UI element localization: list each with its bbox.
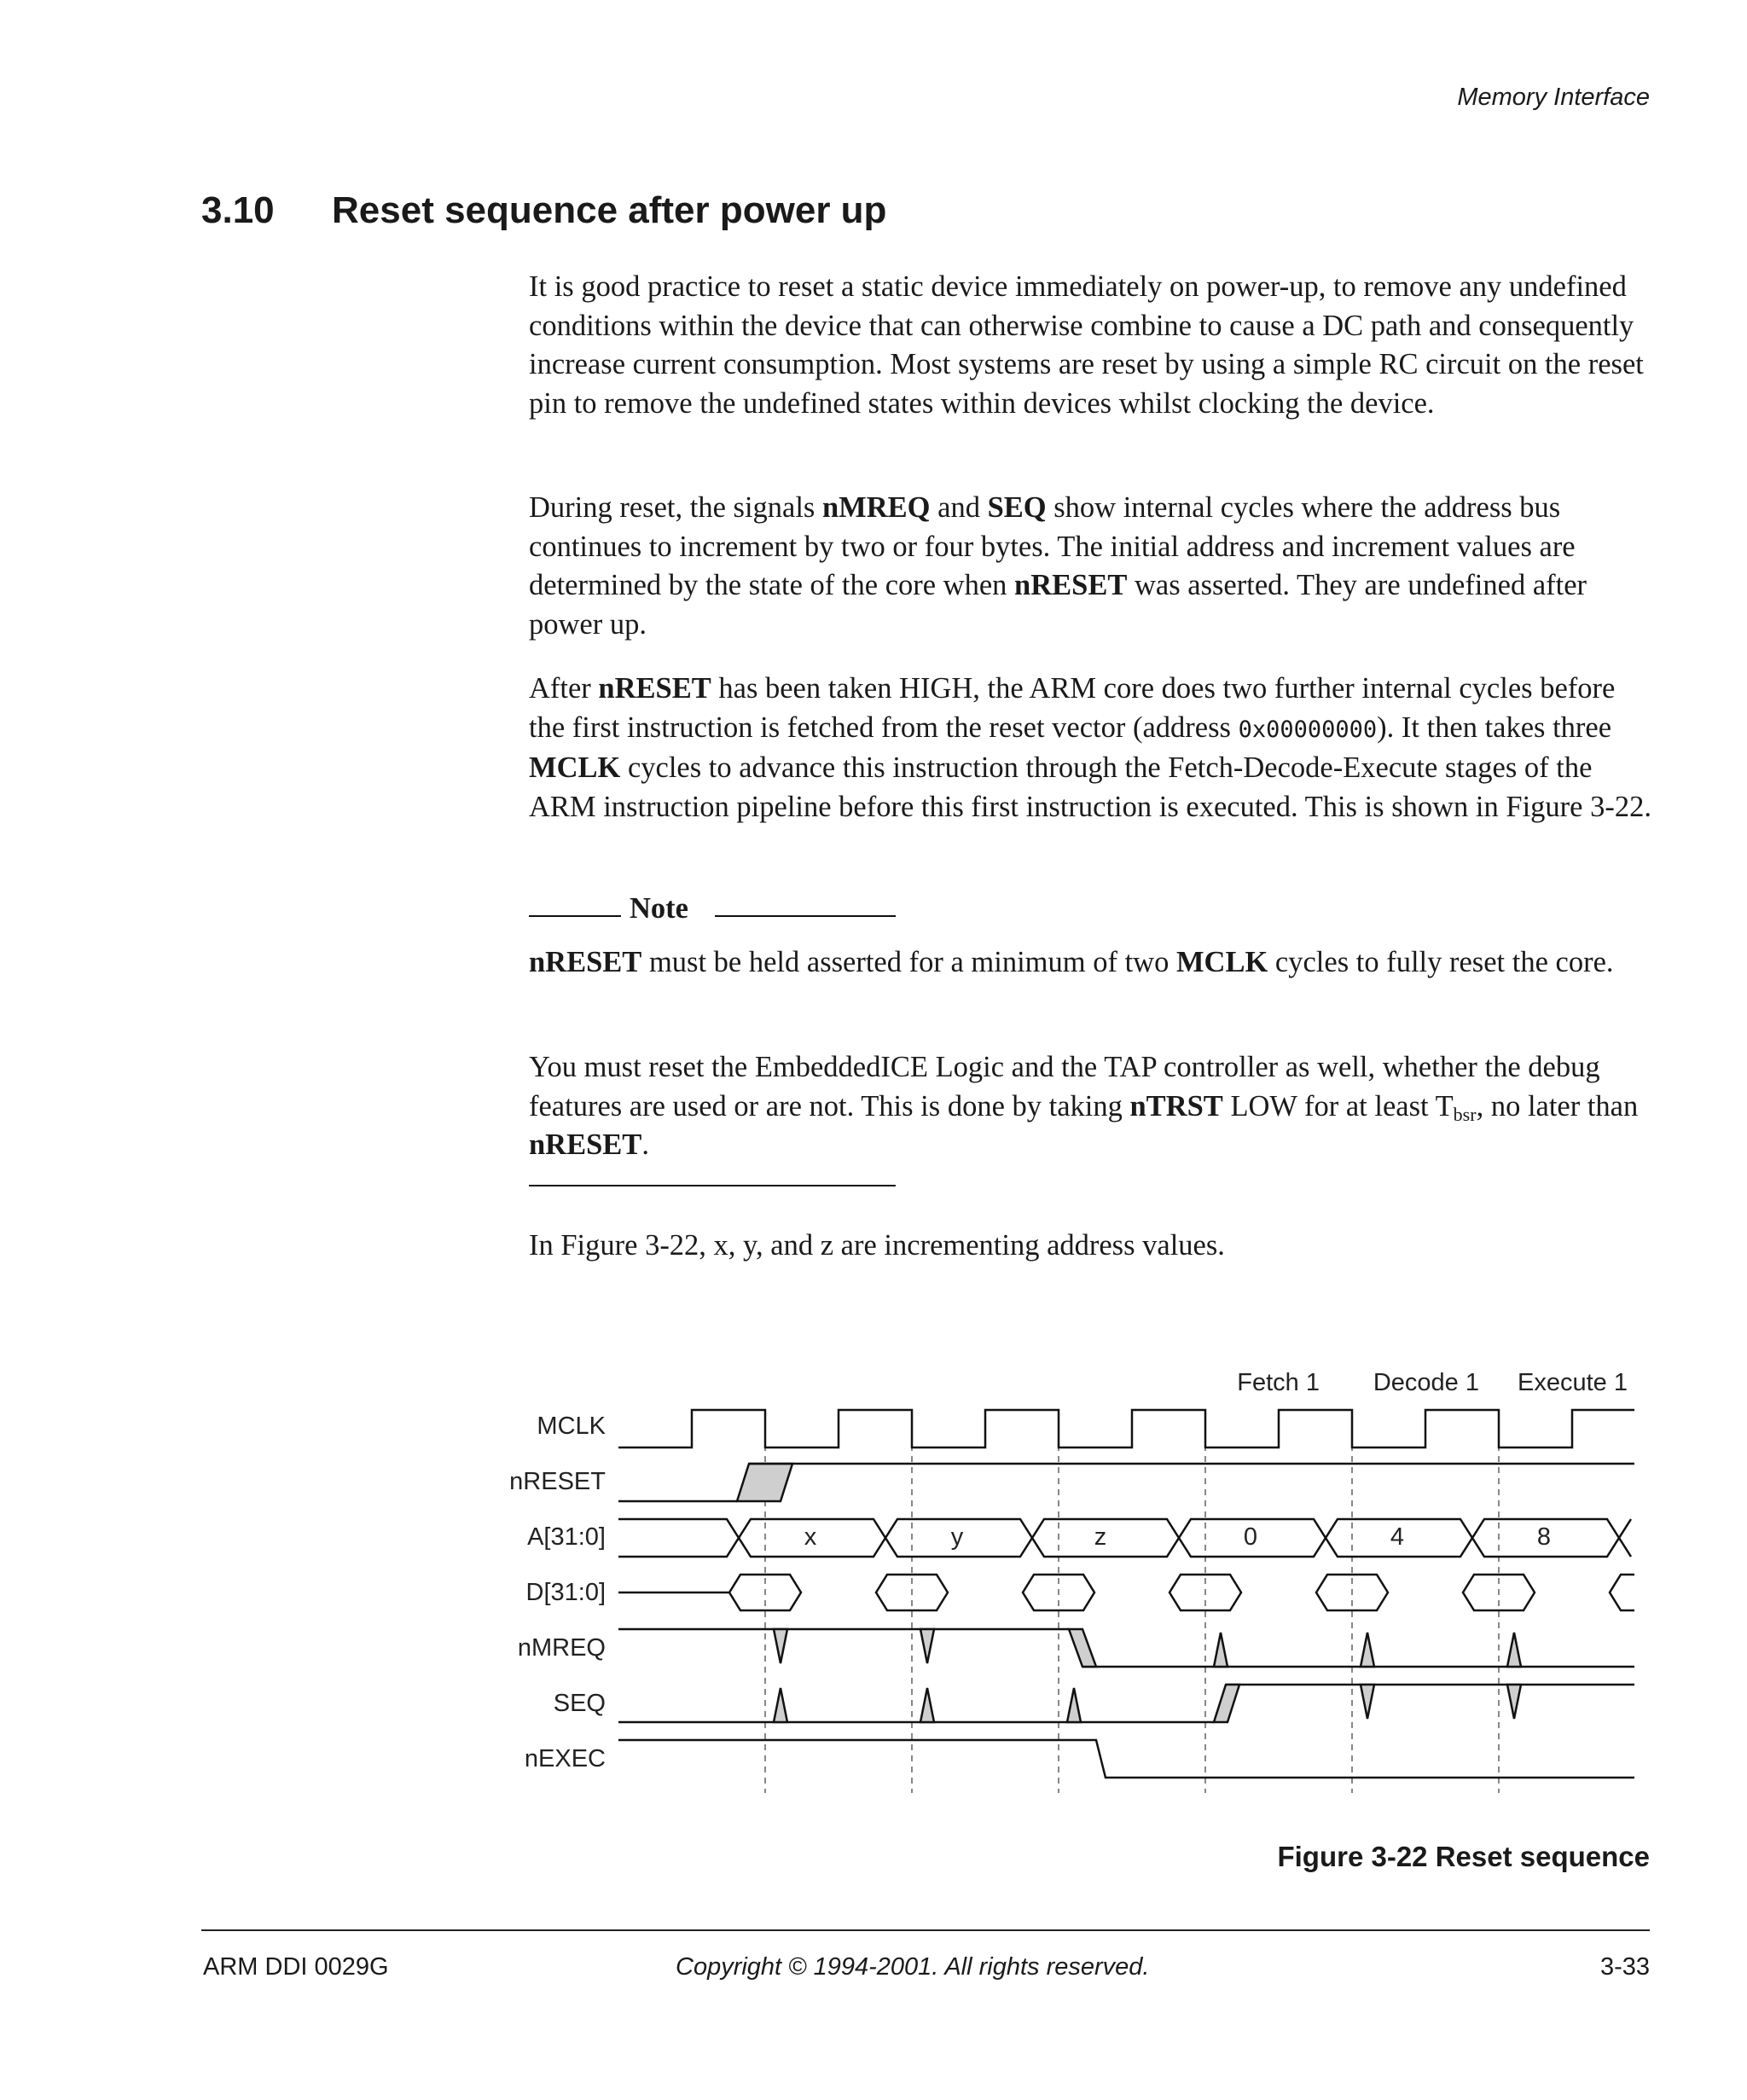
paragraph-power-up-reset [529, 268, 1655, 423]
seq-glitch [1067, 1688, 1081, 1722]
seq-glitch [774, 1688, 787, 1722]
address-value: z [1094, 1523, 1107, 1551]
seq-transition [1214, 1685, 1239, 1722]
paragraph-reset-signals [529, 489, 1655, 644]
address-value: x [804, 1523, 817, 1551]
text-run: LOW for at least T [1222, 1089, 1454, 1123]
signal-label-nreset: nRESET [509, 1468, 606, 1495]
timing-diagram [478, 1348, 1655, 1800]
address-bus-bottom [618, 1538, 1631, 1557]
address-value: 8 [1536, 1523, 1552, 1551]
seq-glitch [1507, 1685, 1521, 1719]
signal-name: nTRST [1129, 1089, 1223, 1123]
text-run: , no later than [1476, 1089, 1639, 1123]
address-bus-top [618, 1519, 1631, 1538]
text-run: was asserted. They are undefined after power up. [529, 569, 1587, 641]
address-value: y [950, 1523, 964, 1551]
text-run: and [930, 491, 988, 524]
text-run: . [641, 1128, 649, 1161]
reset-vector-address: 0x00000000 [1238, 716, 1378, 743]
nmreq-transition [1069, 1629, 1096, 1667]
paragraph-text: In Figure 3-22, x, y, and z are incrementing address values. [529, 1229, 1225, 1262]
subscript: bsr [1453, 1103, 1477, 1125]
text-run: After [529, 672, 599, 705]
stage-label-execute: Execute 1 [1518, 1369, 1628, 1396]
footer-rule [201, 1929, 1650, 1931]
note-label: Note [630, 892, 688, 925]
address-value: 4 [1390, 1523, 1405, 1551]
signal-name: nRESET [529, 946, 642, 978]
paragraph-figure-intro [529, 1227, 1655, 1266]
seq-glitch [920, 1688, 934, 1722]
text-run: cycles to advance this instruction through the Fetch-Decode-Execute stages of the ARM instruction pipeline before this first instruction is executed. This is shown in Figure 3-22. [529, 751, 1651, 823]
signal-label-mclk: MCLK [537, 1413, 606, 1440]
section-number: 3.10 [201, 189, 275, 231]
nmreq-glitch [1214, 1633, 1228, 1667]
nmreq-glitch [1361, 1633, 1374, 1667]
nmreq-glitch [1507, 1633, 1521, 1667]
stage-label-fetch: Fetch 1 [1237, 1369, 1320, 1396]
signal-name: nMREQ [821, 491, 931, 524]
seq-glitch [1361, 1685, 1374, 1719]
stage-label-decode: Decode 1 [1373, 1369, 1479, 1396]
signal-name: nRESET [1014, 569, 1128, 601]
text-run: has been taken HIGH, the ARM core does two further internal cycles before the first instruction is fetched from the reset vector (address [529, 672, 1616, 744]
note-rule-right [715, 915, 896, 917]
mclk-waveform [618, 1410, 1634, 1447]
signal-label-data: D[31:0] [525, 1579, 606, 1606]
text-run: During reset, the signals [529, 491, 822, 524]
section-heading [201, 189, 886, 232]
note-rule-left [529, 915, 621, 917]
running-header: Memory Interface [1457, 84, 1650, 111]
figure-caption: Figure 3-22 Reset sequence [1277, 1841, 1650, 1872]
note-end-rule [529, 1185, 896, 1186]
signal-label-address: A[31:0] [527, 1523, 606, 1551]
signal-label-seq: SEQ [553, 1690, 606, 1717]
section-title: Reset sequence after power up [332, 189, 887, 231]
nreset-transition [737, 1464, 792, 1501]
cycle-guides [765, 1412, 1499, 1793]
note-paragraph-2 [529, 1048, 1655, 1165]
nmreq-glitch [774, 1629, 787, 1663]
text-run: cycles to fully reset the core. [1268, 946, 1614, 978]
text-run: must be held asserted for a minimum of two [641, 946, 1176, 978]
text-run: You must reset the EmbeddedICE Logic and the TAP controller as well, whether the debug features are used or are not. This is done by taking [529, 1051, 1600, 1123]
paragraph-after-reset [529, 670, 1655, 827]
footer-copyright: Copyright © 1994-2001. All rights reserved. [676, 1953, 1150, 1981]
nmreq-glitch [920, 1629, 934, 1663]
signal-name: MCLK [529, 751, 621, 784]
text-run: show internal cycles where the address bus continues to increment by two or four bytes. The initial address and increment values are determined by the state of the core when [529, 491, 1576, 601]
footer-doc-id: ARM DDI 0029G [203, 1953, 389, 1981]
address-value: 0 [1243, 1523, 1258, 1551]
signal-name: nRESET [598, 672, 711, 705]
note-title [529, 892, 896, 931]
signal-name: nRESET [529, 1128, 642, 1161]
nexec-waveform [618, 1740, 1634, 1778]
signal-label-nmreq: nMREQ [517, 1634, 606, 1662]
paragraph-text: It is good practice to reset a static device immediately on power-up, to remove any undefined conditions within the device that can otherwise combine to cause a DC path and consequently increase current consumption. Most systems are reset by using a simple RC circuit on the reset pin to remove the undefined states within devices whilst clocking the device. [529, 270, 1644, 420]
signal-label-nexec: nEXEC [524, 1745, 606, 1772]
signal-name: MCLK [1175, 946, 1268, 978]
data-bus-window-partial [1610, 1575, 1634, 1610]
footer-page-number: 3-33 [1599, 1953, 1650, 1981]
note-paragraph-1 [529, 943, 1655, 983]
signal-name: SEQ [987, 491, 1047, 524]
text-run: ). It then takes three [1377, 711, 1612, 744]
